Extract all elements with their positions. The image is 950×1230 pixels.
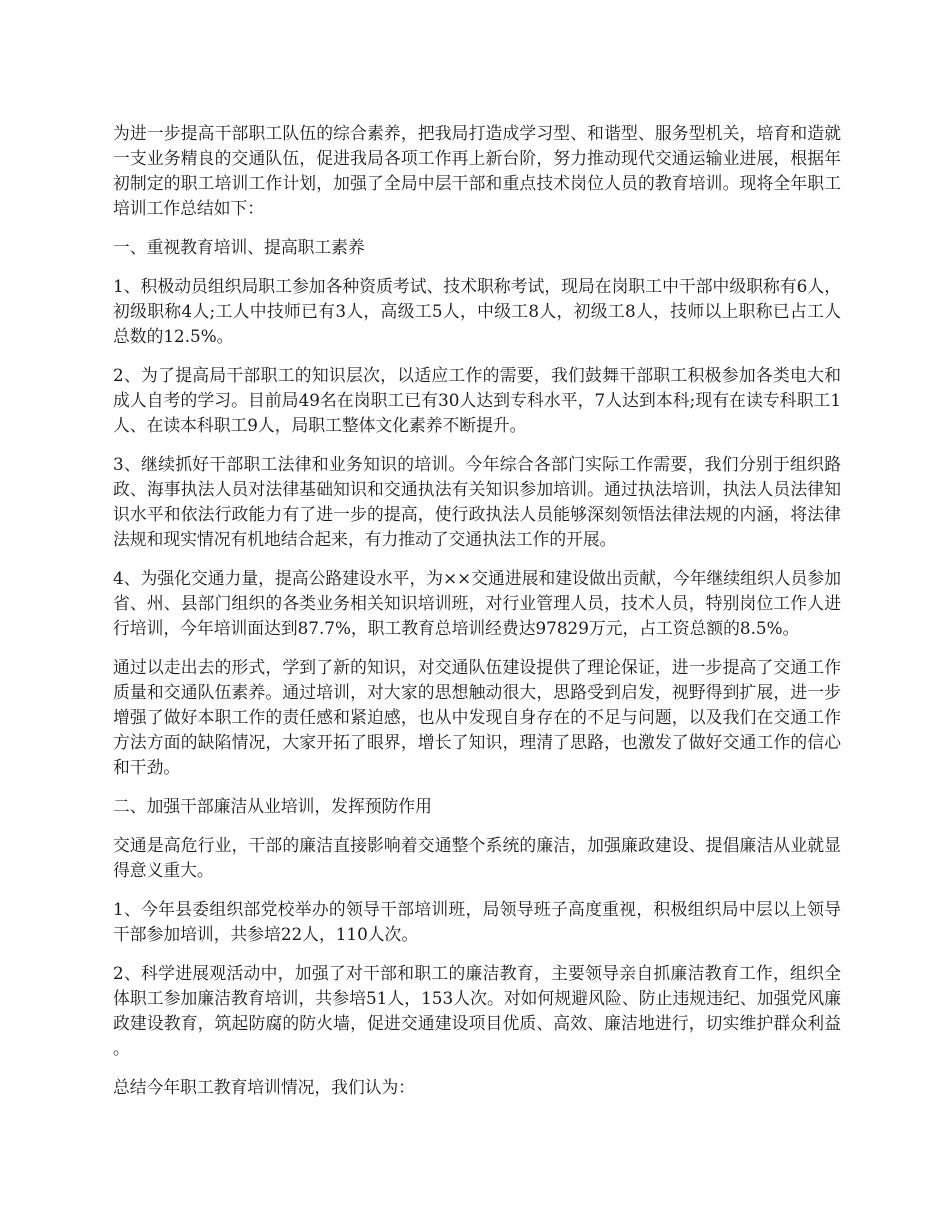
paragraph-business-training: 4、为强化交通力量，提高公路建设水平，为××交通进展和建设做出贡献，今年继续组织人员参加省、州、县部门组织的各类业务相关知识培训班，对行业管理人员，技术人员，特别岗位工作人进行培训，今年培训面达到87.7%，职工教育总培训经费达97829万元，占工资总额的8.5%。	[113, 568, 841, 638]
document-page	[113, 121, 841, 1114]
intro-paragraph: 为进一步提高干部职工队伍的综合素养，把我局打造成学习型、和谐型、服务型机关，培育和造就一支业务精良的交通队伍，促进我局各项工作再上新台阶，努力推动现代交通运输业进展，根据年初制定的职工培训工作计划，加强了全局中层干部和重点技术岗位人员的教育培训。现将全年职工培训工作总结如下：	[113, 123, 841, 218]
paragraph-summary-lead: 总结今年职工教育培训情况，我们认为：	[113, 1077, 416, 1097]
paragraph-education-level: 2、为了提高局干部职工的知识层次，以适应工作的需要，我们鼓舞干部职工积极参加各类电大和成人自考的学习。目前局49名在岗职工已有30人达到专科水平，7人达到本科;现有在读专科职工1人、在读本科职工9人，局职工整体文化素养不断提升。	[113, 365, 841, 435]
paragraph-integrity-intro: 交通是高危行业，干部的廉洁直接影响着交通整个系统的廉洁，加强廉政建设、提倡廉洁从业就显得意义重大。	[113, 835, 841, 880]
paragraph-party-school-training: 1、今年县委组织部党校举办的领导干部培训班，局领导班子高度重视，积极组织局中层以上领导干部参加培训，共参培22人，110人次。	[113, 899, 841, 944]
paragraph-integrity-education: 2、科学进展观活动中，加强了对干部和职工的廉洁教育，主要领导亲自抓廉洁教育工作，组织全体职工参加廉洁教育培训，共参培51人，153人次。对如何规避风险、防止违规违纪、加强党风廉政建设教育，筑起防腐的防火墙，促进交通建设项目优质、高效、廉洁地进行，切实维护群众利益。	[113, 963, 841, 1058]
section-heading-2: 二、加强干部廉洁从业培训，发挥预防作用	[113, 796, 432, 816]
paragraph-training-results: 通过以走出去的形式，学到了新的知识，对交通队伍建设提供了理论保证，进一步提高了交通工作质量和交通队伍素养。通过培训，对大家的思想触动很大，思路受到启发，视野得到扩展，进一步增强了做好本职工作的责任感和紧迫感，也从中发现自身存在的不足与问题，以及我们在交通工作方法方面的缺陷情况，大家开拓了眼界，增长了知识，理清了思路，也激发了做好交通工作的信心和干劲。	[113, 657, 841, 777]
section-heading-1: 一、重视教育培训、提高职工素养	[113, 237, 365, 257]
paragraph-legal-training: 3、继续抓好干部职工法律和业务知识的培训。今年综合各部门实际工作需要，我们分别于组织路政、海事执法人员对法律基础知识和交通执法有关知识参加培训。通过执法培训，执法人员法律知识水平和依法行政能力有了进一步的提高，使行政执法人员能够深刻领悟法律法规的内涵，将法律法规和现实情况有机地结合起来，有力推动了交通执法工作的开展。	[113, 454, 841, 549]
paragraph-qualification-exams: 1、积极动员组织局职工参加各种资质考试、技术职称考试，现局在岗职工中干部中级职称有6人，初级职称4人;工人中技师已有3人，高级工5人，中级工8人，初级工8人，技师以上职称已占工人总数的12.5%。	[113, 276, 841, 346]
